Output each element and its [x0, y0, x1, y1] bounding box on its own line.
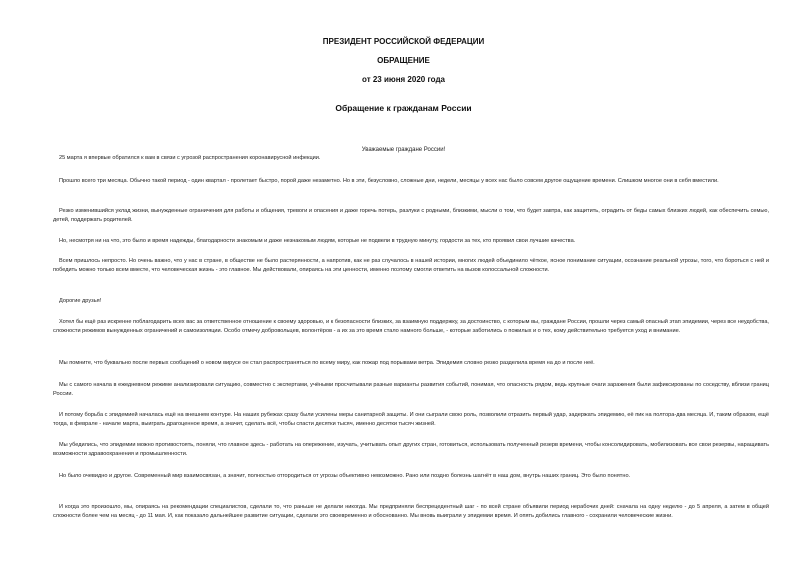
paragraph-9: Мы с самого начала в ежедневном режиме анализировали ситуацию, совместно с экспертами, учёными просчитывали разные варианты развития событий, понимая, что опасность рядом, ведь крупные очаги заражения были зафиксированы по соседству, вблизи границ России.	[53, 382, 769, 397]
paragraph-2: Прошло всего три месяца. Обычно такой период - один квартал - пролетает быстро, порой даже незаметно. Но в эти, безусловно, сложные дни, недели, месяцы у всех нас было совсем другое ощущение времени. Слишком многое они в себя вместили.	[59, 178, 719, 184]
paragraph-12: Но было очевидно и другое. Современный мир взаимосвязан, а значит, полностью отгородиться от угрозы объективно невозможно. Рано или поздно болезнь шагнёт в наш дом, внутрь наших границ. Это было понятно.	[59, 473, 631, 479]
document-date: от 23 июня 2020 года	[362, 75, 445, 84]
paragraph-4: Но, несмотря ни на что, это было и время надежды, благодарности знакомым и даже незнакомым людям, которые не подвели в трудную минуту, гордости за тех, кто проявил свои лучшие качества.	[59, 238, 576, 244]
paragraph-11: Мы убедились, что эпидемии можно противостоять, поняли, что главное здесь - работать на опережение, изучать, учитывать опыт других стран, готовиться, использовать полученный резерв времени, чтобы консолидировать, мобилизовать все свои резервы, наращивать возможности здравоохранения и промышленности.	[53, 442, 769, 457]
paragraph-13: И когда это произошло, мы, опираясь на рекомендации специалистов, сделали то, что раньше не делали никогда. Мы предприняли беспрецедентный шаг - по всей стране объявили период нерабочих дней: сначала на одну неделю - до 5 апреля, а затем в общей сложности более чем на месяц - до 11 мая. И, как показало дальнейшее развитие ситуации, сделали это своевременно и обоснованно. Мы вновь выиграли у эпидемии время. И опять добились главного - сохранили человеческие жизни.	[53, 504, 769, 519]
document-org: ПРЕЗИДЕНТ РОССИЙСКОЙ ФЕДЕРАЦИИ	[322, 37, 485, 46]
paragraph-5: Всем пришлось непросто. Но очень важно, что у нас в стране, в обществе не было растерянности, а напротив, как не раз случалось в нашей истории, многих людей объединило чёткое, ясное понимание ситуации, осознание реальной угрозы, того, что бороться с ней и победить можно только всем вместе, что человеческая жизнь - это главное. Мы действовали, опираясь на эти ценности, именно поэтому смогли ответить на вызов колоссальной сложности.	[53, 258, 769, 273]
paragraph-8: Мы помните, что буквально после первых сообщений о новом вирусе он стал распространяться по всему миру, как пожар под порывами ветра. Эпидемия словно резко разделила время на до и после неё.	[59, 360, 595, 366]
paragraph-6: Дорогие друзья!	[59, 298, 102, 304]
document-type: ОБРАЩЕНИЕ	[377, 56, 430, 65]
document-title: Обращение к гражданам России	[335, 103, 472, 113]
greeting: Уважаемые граждане России!	[361, 147, 446, 153]
paragraph-3: Резко изменившийся уклад жизни, вынужденные ограничения для работы и общения, тревоги и опасения и даже горечь потерь, разлуки с родными, близкими, мысли о том, что будет завтра, как защитить, оградить от беды самых близких людей, как обеспечить семью, детей, поддержать родителей.	[53, 208, 769, 223]
paragraph-10: И потому борьба с эпидемией началась ещё на внешнем контуре. На наших рубежах сразу были усилены меры санитарной защиты. И они сыграли свою роль, позволили отразить первый удар, задержать эпидемию, её пик на полтора-два месяца. И, таким образом, ещё тогда, в феврале - начале марта, выиграть драгоценное время, а значит, сделать всё, чтобы спасти десятки тысяч, именно десятки тысяч жизней.	[53, 412, 769, 427]
paragraph-1: 25 марта я впервые обратился к вам в связи с угрозой распространения коронавирусной инфекции.	[59, 155, 321, 161]
paragraph-7: Хотел бы ещё раз искренне поблагодарить всех вас за ответственное отношение к своему здоровью, и к безопасности близких, за взаимную поддержку, за достоинство, с которым вы, граждане России, прошли через самый опасный этап эпидемии, через все неудобства, сложности режимов вынужденных ограничений и самоизоляции. Особо отмечу добровольцев, волонтёров - а их за это время стало намного больше, - которые заботились о пожилых и о тех, кому действительно требуется уход и внимание.	[53, 319, 769, 334]
